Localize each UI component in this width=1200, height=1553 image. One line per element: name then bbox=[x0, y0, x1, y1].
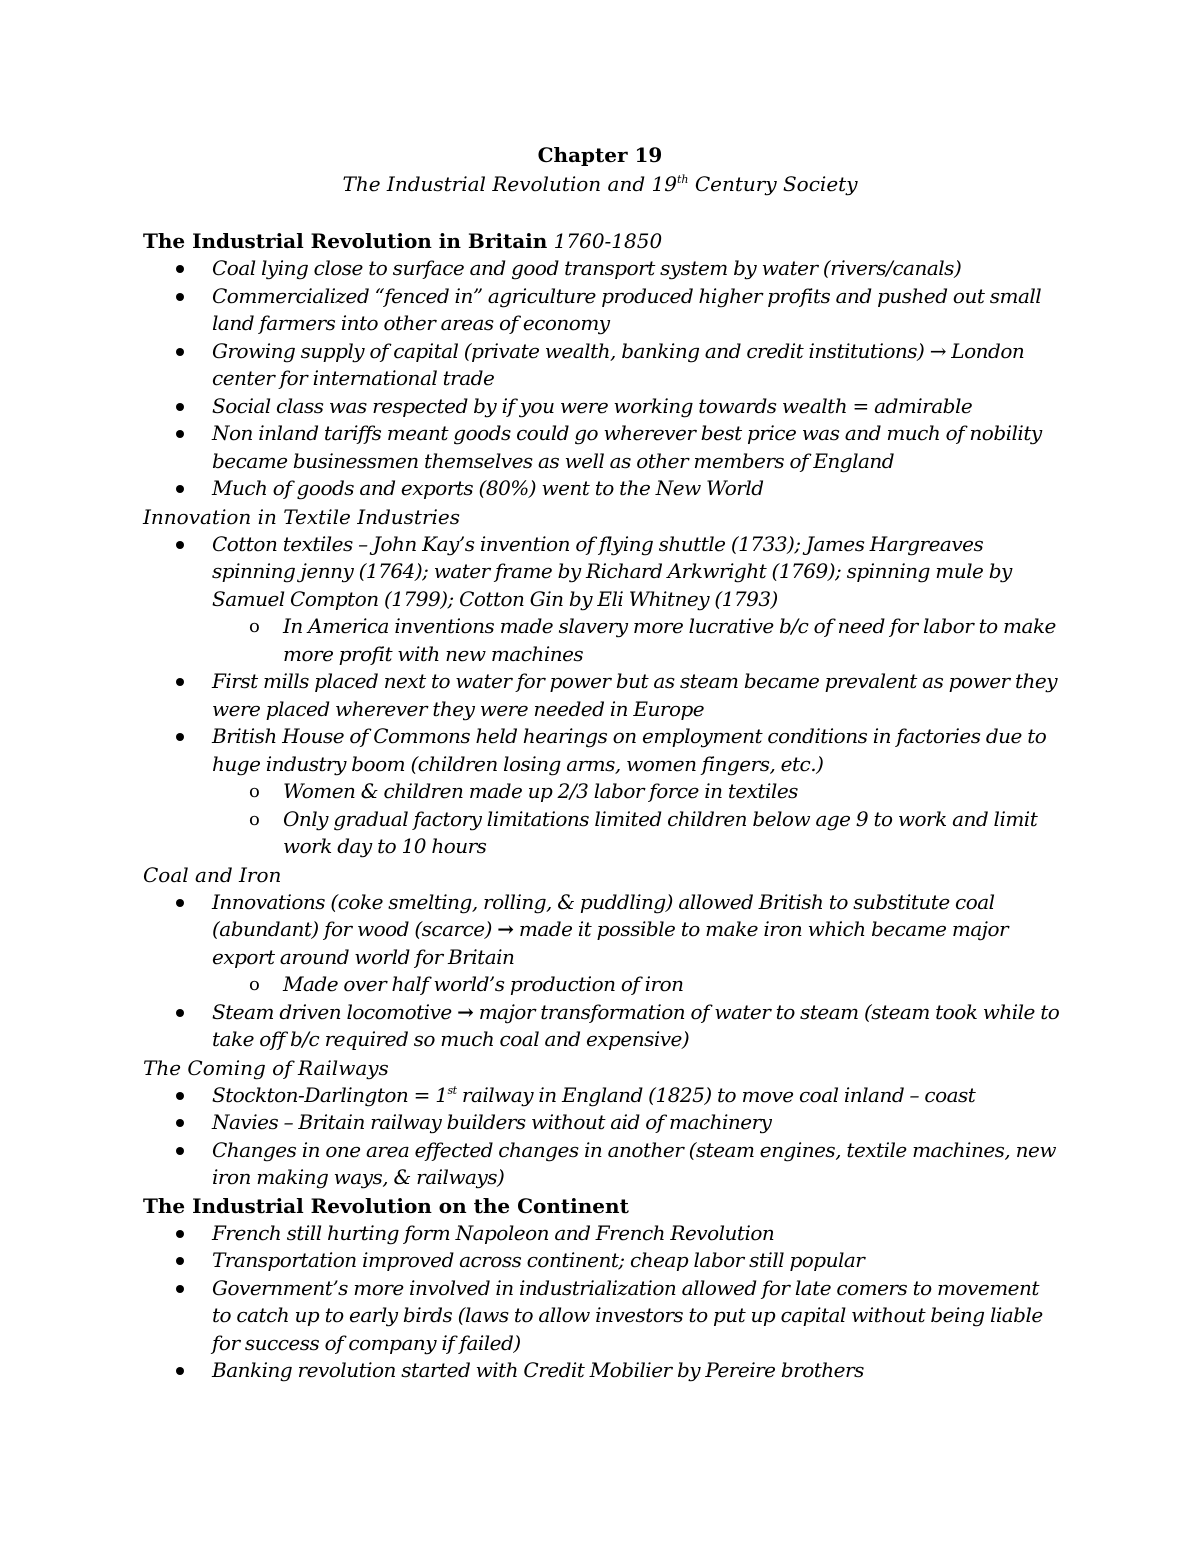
list-item: Commercialized “fenced in” agriculture produced higher profits and pushed out small land farmers into other areas of economy bbox=[143, 283, 1063, 338]
section-heading-continent: The Industrial Revolution on the Continent bbox=[143, 1193, 629, 1218]
list-item: First mills placed next to water for power but as steam became prevalent as power they were placed wherever they were needed in Europe bbox=[143, 668, 1063, 723]
sub-list-item: o Made over half world’s production of iron bbox=[143, 971, 1063, 999]
chapter-subtitle bbox=[0, 171, 1200, 198]
subtitle-text: The Industrial Revolution and 19 bbox=[342, 172, 677, 196]
list-item: Coal lying close to surface and good transport system by water (rivers/canals) bbox=[143, 255, 1063, 283]
item-text-end: major transformation of water to steam (steam took while to take off b/c required so much coal and expensive) bbox=[212, 999, 1060, 1051]
list-item: Navies – Britain railway builders without aid of machinery bbox=[143, 1109, 1063, 1137]
subheading-coal-iron: Coal and Iron bbox=[143, 862, 282, 887]
list-item bbox=[143, 999, 1063, 1054]
list-item bbox=[143, 1082, 1063, 1110]
heading-date-range: 1760-1850 bbox=[547, 229, 663, 253]
list-item bbox=[143, 889, 1063, 972]
item-text: Steam driven locomotive bbox=[212, 999, 458, 1024]
list-item: Cotton textiles – John Kay’s invention of flying shuttle (1733); James Hargreaves spinning jenny (1764); water frame by Richard Arkwright (1769); spinning mule by Samuel Compton (1799); Cotton Gin by Eli Whitney (1793) bbox=[143, 531, 1063, 614]
subheading-textiles: Innovation in Textile Industries bbox=[143, 504, 461, 529]
bullet-list-textiles bbox=[143, 531, 1063, 861]
subheading-railways: The Coming of Railways bbox=[143, 1055, 389, 1080]
list-item: British House of Commons held hearings on employment conditions in factories due to huge industry boom (children losing arms, women fingers, etc.) bbox=[143, 723, 1063, 778]
bullet-list-coal bbox=[143, 889, 1063, 1054]
section-heading-britain bbox=[143, 227, 1063, 255]
list-item: Banking revolution started with Credit Mobilier by Pereire brothers bbox=[143, 1357, 1063, 1385]
subtitle-superscript: th bbox=[676, 173, 689, 186]
arrow-right-icon: → bbox=[497, 917, 514, 941]
bullet-list-continent bbox=[143, 1220, 1063, 1385]
document-page bbox=[143, 140, 1063, 1385]
chapter-title: Chapter 19 bbox=[537, 143, 663, 167]
list-item: Transportation improved across continent; cheap labor still popular bbox=[143, 1247, 1063, 1275]
title-block bbox=[0, 140, 1200, 198]
item-text-end: railway in England (1825) to move coal inland – coast bbox=[456, 1082, 976, 1107]
sub-list-item: o Only gradual factory limitations limited children below age 9 to work and limit work day to 10 hours bbox=[143, 806, 1063, 861]
bullet-list-railways bbox=[143, 1082, 1063, 1192]
list-item: Changes in one area effected changes in another (steam engines, textile machines, new iron making ways, & railways) bbox=[143, 1137, 1063, 1192]
item-text: Innovations (coke smelting, rolling, & puddling) allowed British to substitute coal (abundant) for wood (scarce) bbox=[212, 889, 995, 941]
list-item: French still hurting form Napoleon and French Revolution bbox=[143, 1220, 1063, 1248]
item-superscript: st bbox=[447, 1083, 457, 1097]
list-item: Non inland tariffs meant goods could go wherever best price was and much of nobility became businessmen themselves as well as other members of England bbox=[143, 420, 1063, 475]
list-item: Government’s more involved in industrialization allowed for late comers to movement to catch up to early birds (laws to allow investors to put up capital without being liable for success of company if failed) bbox=[143, 1275, 1063, 1358]
item-text-end: made it possible to make iron which became major export around world for Britain bbox=[212, 917, 1009, 969]
list-item: Social class was respected by if you were working towards wealth = admirable bbox=[143, 393, 1063, 421]
list-item: Growing supply of capital (private wealth, banking and credit institutions) → London center for international trade bbox=[143, 338, 1063, 393]
item-text: Stockton-Darlington = 1 bbox=[212, 1082, 448, 1107]
bullet-list-britain bbox=[143, 255, 1063, 503]
list-item: Much of goods and exports (80%) went to the New World bbox=[143, 475, 1063, 503]
heading-text: The Industrial Revolution in Britain bbox=[143, 229, 548, 253]
sub-list-item: o Women & children made up 2/3 labor force in textiles bbox=[143, 778, 1063, 806]
sub-list-item: o In America inventions made slavery more lucrative b/c of need for labor to make more profit with new machines bbox=[143, 613, 1063, 668]
subtitle-text-end: Century Society bbox=[688, 172, 858, 196]
arrow-right-icon: → bbox=[457, 999, 474, 1024]
